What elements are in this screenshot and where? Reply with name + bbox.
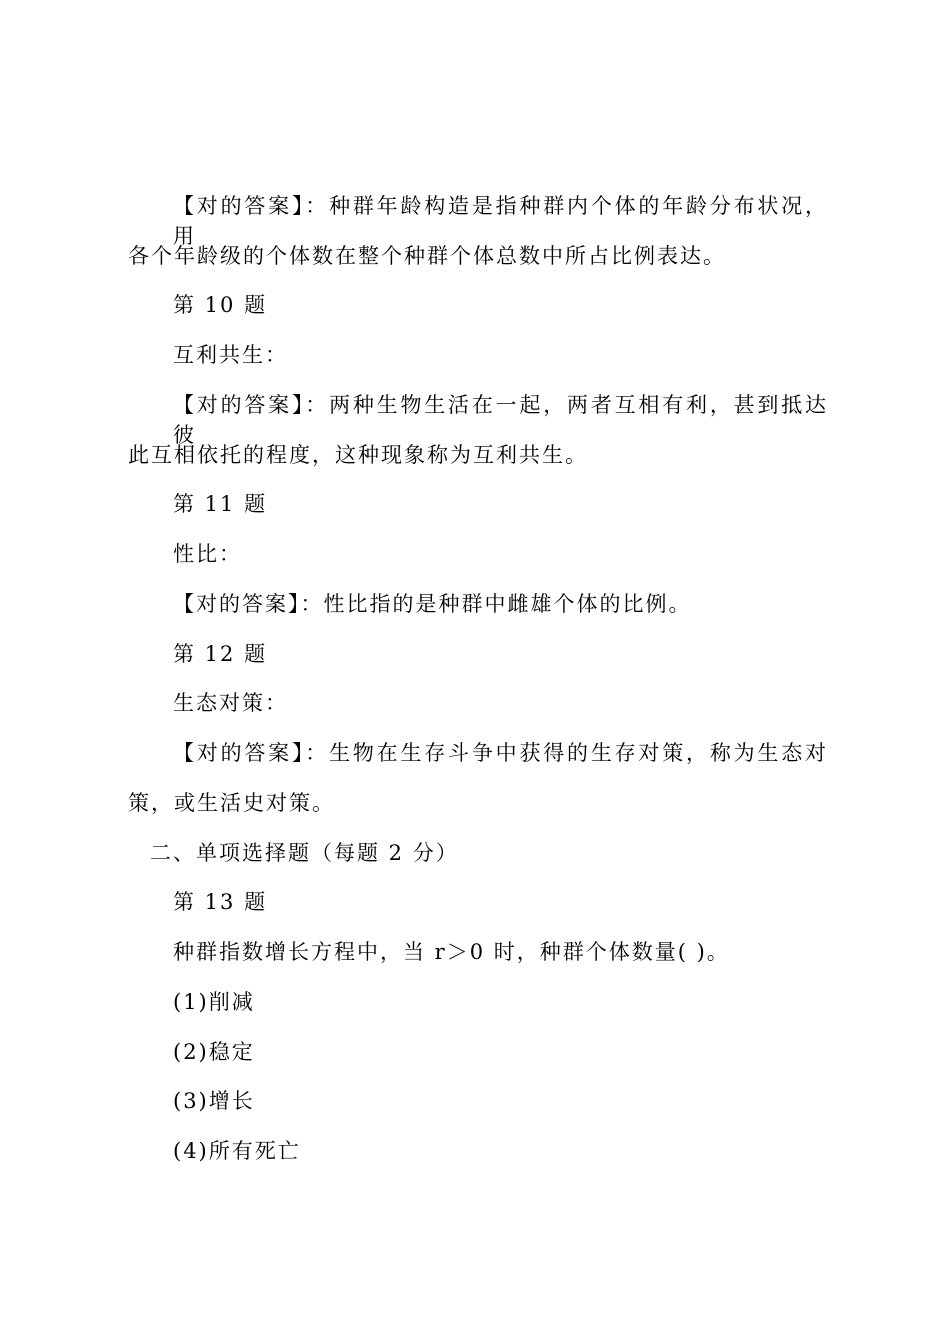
question-13-option-4: (4)所有死亡 (173, 1139, 301, 1163)
question-13-option-2: (2)稳定 (173, 1040, 255, 1064)
answer-9-line-1: 【对的答案】：种群年龄构造是指种群内个体的年龄分布状况，用 (173, 194, 828, 248)
question-13-option-1: (1)削减 (173, 990, 255, 1014)
question-13-heading: 第 13 题 (173, 890, 268, 914)
question-13-option-3: (3)增长 (173, 1089, 255, 1113)
answer-9-line-2: 各个年龄级的个体数在整个种群个体总数中所占比例表达。 (128, 244, 726, 268)
section-2-heading: 二、单项选择题（每题 2 分） (150, 841, 459, 865)
answer-12-line-2: 策，或生活史对策。 (128, 791, 335, 815)
answer-10-line-2: 此互相依托的程度，这种现象称为互利共生。 (128, 443, 588, 467)
question-12-term: 生态对策： (173, 691, 288, 715)
question-10-heading: 第 10 题 (173, 293, 268, 317)
question-13-stem: 种群指数增长方程中，当 r＞0 时，种群个体数量( )。 (173, 940, 730, 964)
question-12-heading: 第 12 题 (173, 642, 268, 666)
answer-12-line-1: 【对的答案】：生物在生存斗争中获得的生存对策，称为生态对 (173, 741, 828, 765)
question-10-term: 互利共生： (173, 343, 288, 367)
answer-11-line-1: 【对的答案】：性比指的是种群中雌雄个体的比例。 (173, 592, 692, 616)
question-11-term: 性比： (173, 542, 242, 566)
answer-10-line-1: 【对的答案】：两种生物生活在一起，两者互相有利，甚到抵达彼 (173, 393, 828, 447)
question-11-heading: 第 11 题 (173, 492, 268, 516)
